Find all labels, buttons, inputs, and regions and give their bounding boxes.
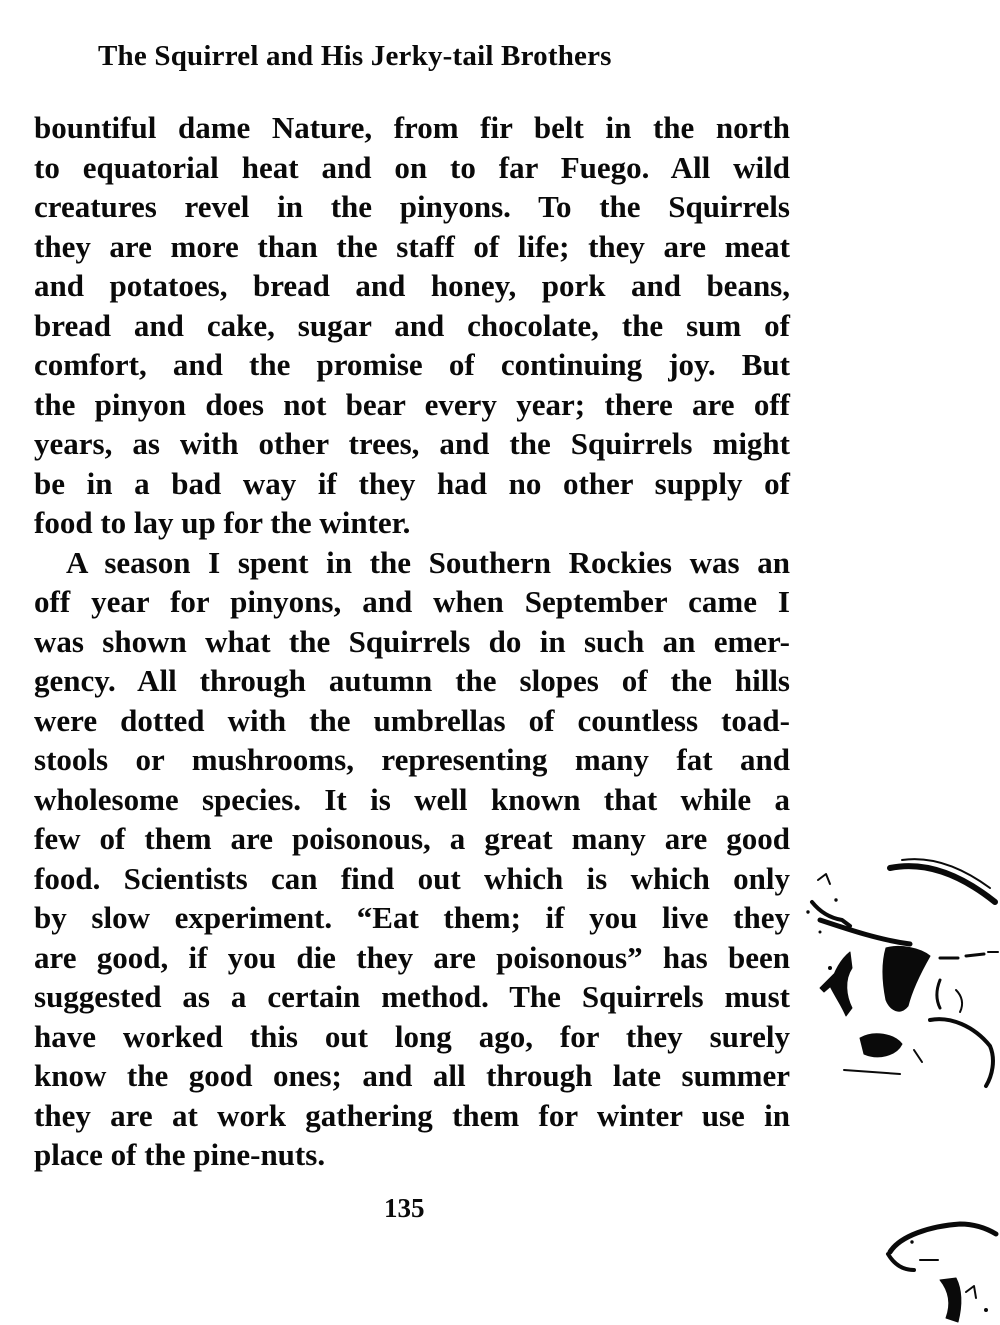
text-line: suggested as a certain method. The Squirrels must — [34, 979, 790, 1014]
text-line: were dotted with the umbrellas of countless toad- — [34, 702, 790, 738]
text-line: A season I spent in the Southern Rockies was an — [66, 544, 790, 580]
text-line: the pinyon does not bear every year; there are off — [34, 386, 790, 422]
text-line: stools or mushrooms, representing many fat and — [34, 742, 790, 777]
text-line: are good, if you die they are poisonous” has been — [34, 939, 790, 975]
page-number: 135 — [384, 1193, 425, 1223]
text-line: few of them are poisonous, a great many are good — [34, 821, 790, 856]
text-line: was shown what the Squirrels do in such an emer- — [34, 623, 790, 659]
text-line: they are at work gathering them for winter use in — [34, 1097, 790, 1133]
text-line: bountiful dame Nature, from fir belt in the north — [34, 110, 790, 145]
text-line: be in a bad way if they had no other supply of — [34, 465, 790, 501]
text-line: place of the pine-nuts. — [34, 1137, 326, 1172]
body-text — [34, 108, 790, 1175]
running-head: The Squirrel and His Jerky-tail Brothers — [98, 40, 612, 72]
squirrel-mushroom-sketch-icon — [790, 840, 1000, 1325]
text-line: food to lay up for the winter. — [34, 505, 411, 540]
text-line: bread and cake, sugar and chocolate, the sum of — [34, 307, 790, 343]
text-line: wholesome species. It is well known that while a — [34, 781, 790, 817]
text-line: have worked this out long ago, for they surely — [34, 1018, 790, 1054]
text-line: know the good ones; and all through late summer — [34, 1058, 790, 1093]
text-line: gency. All through autumn the slopes of the hills — [34, 663, 790, 698]
text-line: and potatoes, bread and honey, pork and beans, — [34, 268, 790, 303]
text-line: comfort, and the promise of continuing joy. But — [34, 347, 790, 382]
text-line: to equatorial heat and on to far Fuego. All wild — [34, 149, 790, 185]
text-line: food. Scientists can find out which is which only — [34, 860, 790, 896]
text-line: years, as with other trees, and the Squirrels might — [34, 426, 790, 461]
text-line: by slow experiment. “Eat them; if you live they — [34, 900, 790, 935]
text-line: off year for pinyons, and when September came I — [34, 584, 790, 619]
text-line: creatures revel in the pinyons. To the Squirrels — [34, 189, 790, 224]
text-line: they are more than the staff of life; they are meat — [34, 228, 790, 264]
